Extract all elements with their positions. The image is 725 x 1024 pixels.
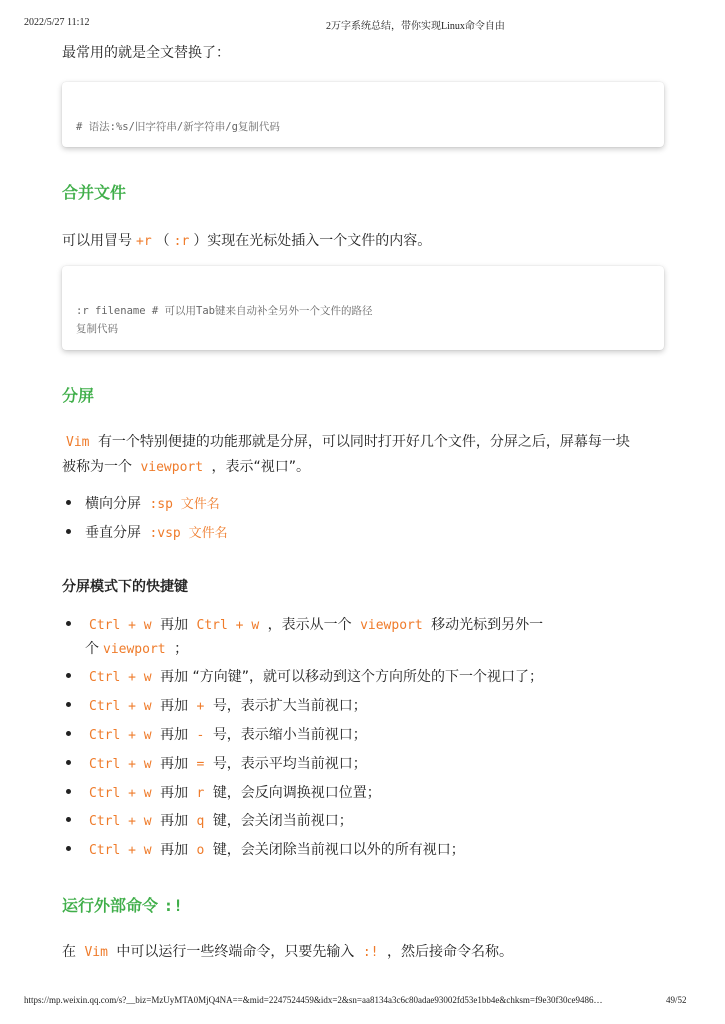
list-item: Ctrl + w 再加 r 键，会反向调换视口位置；: [66, 782, 381, 802]
inline-code: :sp 文件名: [149, 497, 220, 512]
bullet-icon: [66, 673, 71, 678]
heading-external-command: 运行外部命令 :!: [62, 896, 183, 915]
inline-code: :r: [173, 234, 190, 249]
bullet-icon: [66, 500, 71, 505]
list-item: Ctrl + w 再加 q 键，会关闭当前视口；: [66, 810, 353, 830]
list-item: Ctrl + w 再加 o 键，会关闭除当前视口以外的所有视口；: [66, 839, 465, 859]
code-line: 复制代码: [76, 323, 118, 335]
list-item: Ctrl + w 再加 = 号，表示平均当前视口；: [66, 753, 367, 773]
inline-code: Vim: [84, 945, 108, 960]
code-line: # 语法:%s/旧字符串/新字符串/g复制代码: [76, 121, 280, 133]
page-number: 49/52: [666, 995, 687, 1005]
merge-paragraph: 可以用冒号 +r （ :r ）实现在光标处插入一个文件的内容。: [62, 233, 432, 249]
inline-code: :vsp 文件名: [149, 526, 228, 541]
bullet-icon: [66, 789, 71, 794]
inline-code: Vim: [66, 435, 90, 450]
intro-paragraph: 最常用的就是全文替换了：: [62, 45, 230, 61]
list-item: Ctrl + w 再加 “方向键”，就可以移动到这个方向所处的下一个视口了；: [66, 666, 543, 686]
code-line: :r filename # 可以用Tab键来自动补全另外一个文件的路径: [76, 305, 373, 317]
bullet-icon: [66, 760, 71, 765]
list-item-continuation: 个 viewport ；: [85, 641, 189, 657]
split-paragraph-line2: 被称为一个 viewport ，表示“视口”。: [62, 459, 311, 475]
list-item: Ctrl + w 再加 - 号，表示缩小当前视口；: [66, 724, 367, 744]
list-item: 垂直分屏 :vsp 文件名: [66, 522, 232, 542]
heading-split-screen: 分屏: [62, 386, 95, 405]
bullet-icon: [66, 702, 71, 707]
list-item: Ctrl + w 再加 Ctrl + w ，表示从一个 viewport 移动光标到另外一: [66, 614, 543, 634]
bullet-icon: [66, 731, 71, 736]
list-item: 横向分屏 :sp 文件名: [66, 493, 224, 513]
print-title: 2万字系统总结，带你实现Linux命令自由: [326, 21, 505, 32]
inline-code: :!: [362, 945, 379, 960]
code-block-read-file: [62, 266, 664, 350]
inline-code: +r: [136, 234, 152, 249]
bullet-icon: [66, 621, 71, 626]
page-url: https://mp.weixin.qq.com/s?__biz=MzUyMTA0MjQ4NA==&mid=2247524459&idx=2&sn=aa8134a3c6c80adae93002fd53e1bb4e&chksm=f9e30f30ce9486…: [24, 995, 603, 1005]
print-date: 2022/5/27 11:12: [24, 17, 90, 28]
external-paragraph: 在 Vim 中可以运行一些终端命令，只要先输入 :! ，然后接命令名称。: [62, 944, 513, 960]
bullet-icon: [66, 529, 71, 534]
list-item: Ctrl + w 再加 + 号，表示扩大当前视口；: [66, 695, 367, 715]
bullet-icon: [66, 817, 71, 822]
heading-merge-files: 合并文件: [62, 183, 127, 202]
heading-split-shortcuts: 分屏模式下的快捷键: [62, 579, 188, 595]
code-block-replace: [62, 82, 664, 147]
bullet-icon: [66, 846, 71, 851]
split-paragraph-line1: Vim 有一个特别便捷的功能那就是分屏，可以同时打开好几个文件，分屏之后，屏幕每一块: [62, 431, 630, 451]
inline-code: viewport: [140, 460, 204, 475]
